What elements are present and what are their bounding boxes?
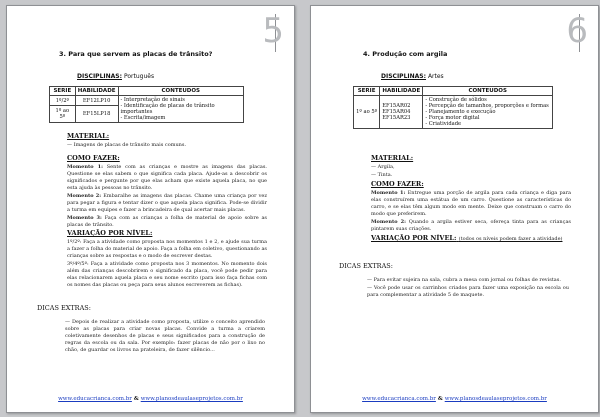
table-header-serie: SERIE [50, 87, 76, 96]
activity-title: 3. Para que servem as placas de trânsito? [59, 50, 213, 58]
conteudo-item: - Força motor digital [425, 115, 480, 121]
step-paragraph [371, 219, 571, 233]
variacao-heading [371, 234, 571, 243]
table-row [50, 96, 244, 106]
material-section [371, 154, 571, 180]
dicas-heading: DICAS EXTRAS: [37, 304, 91, 312]
step-label: Momento 2: [371, 219, 406, 226]
dicas-heading: DICAS EXTRAS: [339, 262, 393, 270]
footer-link-planos[interactable]: www.planosdeaulaseprojetos.com.br [140, 396, 243, 402]
footer-link-educacrianca[interactable]: www.educacrianca.com.br [362, 396, 436, 402]
disciplinas-label: DISCIPLINAS: [381, 73, 427, 80]
step-paragraph [67, 164, 267, 192]
step-text: Quando a argila estiver seca, ofereça tinta para as crianças pintarem suas criações. [371, 219, 571, 233]
step-label: Momento 1: [371, 190, 406, 197]
material-heading: MATERIAL: [67, 132, 110, 140]
como-fazer-heading: COMO FAZER: [371, 180, 424, 188]
footer-ampersand: & [435, 396, 445, 402]
conteudo-item: - Planejamento e execução [425, 109, 496, 115]
disciplinas-value: Português [123, 73, 155, 80]
table-cell-habilidade: EF15LP18 [75, 106, 118, 123]
dicas-paragraph: — Depois de realizar a atividade como proposta, utilize o conceito aprendido sobre as placas para criar novas placas. Convide a turma a criarem coletivamente desenhos de placas e seus significados para a construção de regras da escola ou da sala. Por exemplo: fazer placas de não por o lixo no chão, de guardar os livros na prateleira, de fazer silêncio... [65, 319, 265, 354]
table-row [354, 96, 553, 129]
table-cell-conteudos [118, 96, 243, 123]
step-text: Embaralhe as imagens das placas. Chame uma criança por vez para pegar a figura e tentar dizer o que aquela placa significa. Pode-se dividir a turma em equipes e fazer a brincadeira de qual acertar mais placas. [67, 193, 268, 214]
variacao-paragraph: 3º/4º/5º: Faça a atividade como proposta nos 3 momentos. No momento dois além das crianças descobrirem o significado da placa, você pode pedir para elas relacionarem aquela placa e seu nome escrito (para isso faça fichas com os nomes das placas ou peça para seus alunos escreverem as fichas). [67, 261, 267, 289]
table-header-serie: SERIE [354, 87, 380, 96]
habilidade-code: EF15AR02 [382, 103, 411, 109]
disciplinas-line [381, 73, 444, 80]
material-item: — Imagens de placas de trânsito mais comuns. [67, 142, 187, 149]
step-paragraph [67, 215, 267, 229]
habilidade-code: EF15AR04 [382, 109, 411, 115]
variacao-section [371, 234, 571, 244]
variacao-section [67, 229, 267, 290]
step-label: Momento 3: [67, 215, 102, 222]
step-label: Momento 1: [67, 164, 103, 171]
dicas-section [339, 262, 569, 300]
step-text: Faça com as crianças a folha de material de apoio sobre as placas de trânsito. [67, 215, 267, 229]
table-cell-habilidade: EF12LP10 [75, 96, 118, 106]
disciplinas-value: Artes [427, 73, 444, 80]
step-text: Sente com as crianças e mostre as imagens das placas. Questione se elas sabem o que significa cada placa. Ajude-as a descobrir os significados e pergunte por que elas acham que existe aquela placa, no que esta ajuda às pessoas no trânsito. [67, 164, 268, 192]
conteudo-item: - Interpretação de sinais [120, 97, 185, 103]
table-header-habilidade: HABILIDADE [380, 87, 423, 96]
step-paragraph [371, 190, 571, 218]
table-header-habilidade: HABILIDADE [75, 87, 118, 96]
habilidade-code: EF15AR23 [382, 115, 411, 121]
disciplinas-line [77, 73, 154, 80]
page-footer [7, 396, 294, 402]
table-cell-conteudos [423, 96, 553, 129]
como-fazer-section [371, 180, 571, 234]
variacao-paragraph: 1º/2º: Faça a atividade como proposta nos momentos 1 e 2, e ajude sua turma a fazer a folha do material de apoio. Faça a folha em coletivo, questionando as crianças sobre as respostas e o modo de escrever destas. [67, 239, 267, 260]
document-page-6 [310, 5, 599, 413]
variacao-heading-text: VARIAÇÃO POR NÍVEL: [371, 234, 457, 242]
conteudo-item: - Construção de sólidos [425, 97, 487, 103]
footer-link-planos[interactable]: www.planosdeaulaseprojetos.com.br [444, 396, 547, 402]
skills-table [353, 86, 553, 129]
table-cell-habilidade [380, 96, 423, 129]
step-paragraph [67, 193, 267, 214]
document-page-5 [6, 5, 295, 413]
como-fazer-heading: COMO FAZER: [67, 154, 120, 162]
conteudo-item: - Criatividade [425, 121, 462, 127]
table-header-row [50, 87, 244, 96]
table-header-conteudos: CONTEUDOS [118, 87, 243, 96]
page-number: 6 [566, 11, 588, 51]
table-cell-serie: 1º ao 5º [354, 96, 380, 129]
como-fazer-section [67, 154, 267, 230]
conteudo-item: - Escrita/imagem [120, 115, 166, 121]
step-text: Entregue uma porção de argila para cada criança e diga para elas construírem uma estátua de um carro. Questione as características do carro, e se elas têm algum modo em mente. Deixe que construam o carro do modo que preferirem. [371, 190, 572, 218]
dicas-paragraph: — Você pode usar os carrinhos criados para fazer uma exposição na escola ou para complementar a atividade 5 de maquete. [367, 285, 569, 299]
conteudo-item: - Percepção de tamanhos, proporções e formas [425, 103, 549, 109]
dicas-paragraph: — Para evitar sujeira na sala, cubra a mesa com jornal ou folhas de revistas. [367, 277, 561, 284]
activity-title: 4. Produção com argila [363, 50, 448, 58]
table-header-row [354, 87, 553, 96]
variacao-note: (todos os níveis podem fazer a atividade) [458, 236, 563, 242]
material-heading: MATERIAL: [371, 154, 414, 162]
material-item: — Argila, [371, 164, 395, 171]
page-number: 5 [262, 11, 284, 51]
step-label: Momento 2: [67, 193, 102, 200]
table-header-conteudos: CONTEUDOS [423, 87, 553, 96]
dicas-section [37, 304, 265, 355]
material-section [67, 132, 267, 150]
material-item: — Tinta. [371, 172, 393, 179]
skills-table [49, 86, 244, 123]
variacao-heading: VARIAÇÃO POR NÍVEL: [67, 229, 153, 237]
table-cell-serie: 1º ao 5º [50, 106, 76, 123]
footer-ampersand: & [131, 396, 141, 402]
disciplinas-label: DISCIPLINAS: [77, 73, 123, 80]
conteudo-item: - Identificação de placas de trânsito importantes [120, 103, 215, 115]
footer-link-educacrianca[interactable]: www.educacrianca.com.br [58, 396, 132, 402]
page-footer [311, 396, 598, 402]
table-cell-serie: 1º/2º [50, 96, 76, 106]
